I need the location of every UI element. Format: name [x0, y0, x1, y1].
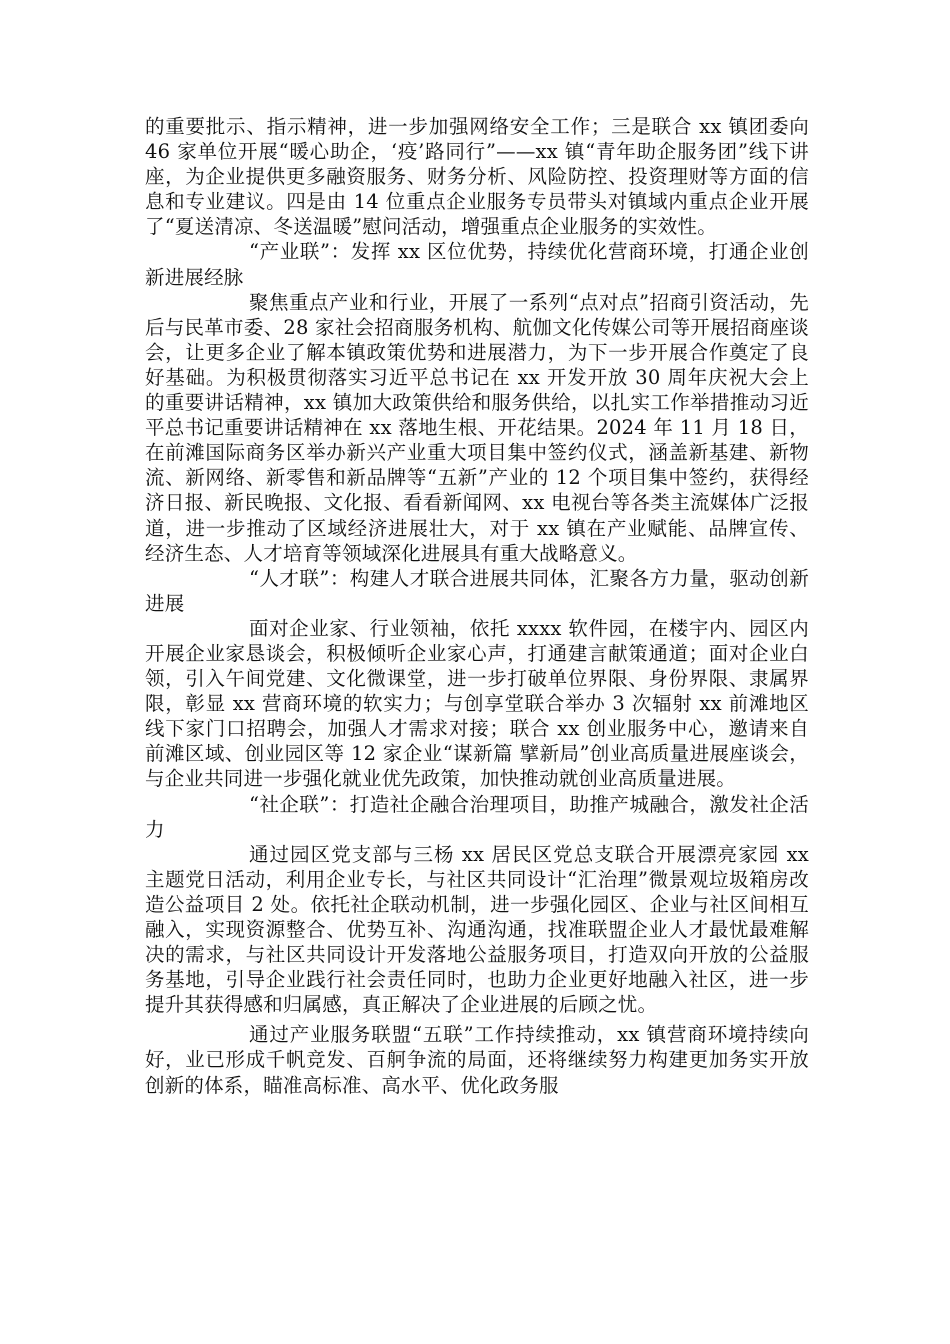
- body-paragraph-continuation: 的重要批示、指示精神，进一步加强网络安全工作；三是联合 xx 镇团委向 46 家单位开展“暖心助企，‘疫’路同行”——xx 镇“青年助企服务团”线下讲座，为企业提供更多融资服务、财务分析、风险防控、投资理财等方面的信息和专业建议。四是由 14 位重点企业服务专员带头对镇域内重点企业开展了“夏送清凉、冬送温暖”慰问活动，增强重点企业服务的实效性。: [145, 115, 809, 239]
- section-heading-industry: “产业联”：发挥 xx 区位优势，持续优化营商环境，打通企业创新进展经脉: [145, 240, 809, 289]
- body-paragraph-industry: 聚焦重点产业和行业，开展了一系列“点对点”招商引资活动，先后与民革市委、28 家社会招商服务机构、航伽文化传媒公司等开展招商座谈会，让更多企业了解本镇政策优势和进展潜力，为下一步开展合作奠定了良好基础。为积极贯彻落实习近平总书记在 xx 开发开放 30 周年庆祝大会上的重要讲话精神，xx 镇加大政策供给和服务供给，以扎实工作举措推动习近平总书记重要讲话精神在 xx 落地生根、开花结果。2024 年 11 月 18 日，在前滩国际商务区举办新兴产业重大项目集中签约仪式，涵盖新基建、新物流、新网络、新零售和新品牌等“五新”产业的 12 个项目集中签约，获得经济日报、新民晚报、文化报、看看新闻网、xx 电视台等各类主流媒体广泛报道，进一步推动了区域经济进展壮大，对于 xx 镇在产业赋能、品牌宣传、经济生态、人才培育等领域深化进展具有重大战略意义。: [145, 290, 809, 565]
- document-page: [145, 114, 809, 1098]
- body-paragraph-talent: 面对企业家、行业领袖，依托 xxxx 软件园，在楼宇内、园区内开展企业家恳谈会，积极倾听企业家心声，打通建言献策通道；面对企业白领，引入午间党建、文化微课堂，进一步打破单位界限、身份界限、隶属界限，彰显 xx 营商环境的软实力；与创享堂联合举办 3 次辐射 xx 前滩地区线下家门口招聘会，加强人才需求对接；联合 xx 创业服务中心，邀请来自前滩区域、创业园区等 12 家企业“谋新篇 擘新局”创业高质量进展座谈会，与企业共同进一步强化就业优先政策，加快推动就创业高质量进展。: [145, 616, 809, 791]
- body-paragraph-conclusion: 通过产业服务联盟“五联”工作持续推动，xx 镇营商环境持续向好，业已形成千帆竞发、百舸争流的局面，还将继续努力构建更加务实开放创新的体系，瞄准高标准、高水平、优化政务服: [145, 1023, 809, 1097]
- section-heading-talent: “人才联”：构建人才联合进展共同体，汇聚各方力量，驱动创新进展: [145, 566, 809, 615]
- section-heading-community: “社企联”：打造社企融合治理项目，助推产城融合，激发社企活力: [145, 792, 809, 841]
- body-paragraph-community: 通过园区党支部与三杨 xx 居民区党总支联合开展漂亮家园 xx 主题党日活动，利用企业专长，与社区共同设计“汇治理”微景观垃圾箱房改造公益项目 2 处。依托社企联动机制，进一步强化园区、企业与社区间相互融入，实现资源整合、优势互补、沟通沟通，找准联盟企业人才最忧最难解决的需求，与社区共同设计开发落地公益服务项目，打造双向开放的公益服务基地，引导企业践行社会责任同时，也助力企业更好地融入社区，进一步提升其获得感和归属感，真正解决了企业进展的后顾之忧。: [145, 842, 809, 1017]
